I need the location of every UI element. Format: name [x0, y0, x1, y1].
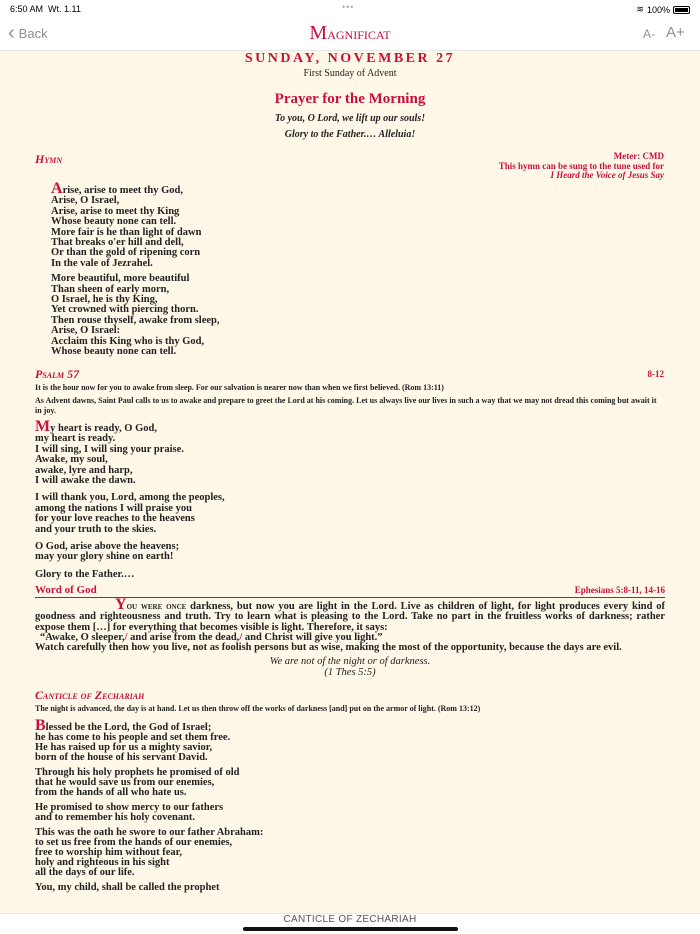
- line: born of the house of his servant David.: [35, 752, 208, 763]
- psalm-epigraph: It is the hour now for you to awake from sleep. For our salvation is nearer now than when we first believed. (Rom 13:11): [35, 383, 444, 392]
- psalm-stanza: [35, 570, 225, 580]
- line: Than sheen of early morn,: [51, 283, 170, 295]
- date: Wt. 1.11: [48, 4, 81, 14]
- psalm-stanza: [35, 493, 225, 535]
- line: Through his holy prophets he promised of old: [35, 767, 240, 778]
- battery-percent: 100%: [646, 4, 670, 15]
- line: You, my child, shall be called the prophet: [35, 882, 220, 893]
- canticle-epigraph: The night is advanced, the day is at hand. Let us then throw off the works of darkness [and] put on the armor of light. (Rom 13:12): [35, 704, 481, 713]
- canticle-stanza: [35, 803, 263, 823]
- line: He has raised up for us a mighty savior,: [35, 742, 213, 753]
- line: Then rouse thyself, awake from sleep,: [51, 314, 220, 326]
- line: rise, arise to meet thy God,: [62, 185, 183, 196]
- line: This was the oath he swore to our father Abraham:: [35, 827, 264, 838]
- psalm-text: [35, 418, 225, 580]
- psalm-heading: Psalm 57: [35, 367, 80, 381]
- word-heading: Word of God: [35, 584, 97, 596]
- line: O Israel, he is thy King,: [51, 294, 158, 306]
- battery-icon: [673, 6, 690, 14]
- line: and to remember his holy covenant.: [35, 812, 196, 823]
- line: Arise, arise to meet thy King: [51, 205, 180, 217]
- wifi-icon: ≋: [636, 4, 644, 14]
- hymn-meter-note: [499, 152, 664, 181]
- doxology: Glory to the Father.… Alleluia!: [284, 129, 416, 140]
- line: He promised to show mercy to our fathers: [35, 802, 224, 813]
- psalm-stanza: [35, 418, 225, 487]
- line: and your truth to the skies.: [35, 523, 157, 535]
- drop-cap: M: [35, 418, 51, 435]
- line: Arise, O Israel:: [51, 325, 121, 337]
- line: More fair is he than light of dawn: [51, 226, 202, 238]
- line: In the vale of Jezrahel.: [51, 257, 153, 269]
- line: all the days of our life.: [35, 867, 135, 878]
- tune-note: This hymn can be sung to the tune used for: [498, 160, 664, 171]
- hymn-stanza: [51, 180, 219, 269]
- canticle-text: [35, 717, 264, 893]
- drop-cap: Y: [115, 596, 127, 613]
- response-reference: (1 Thes 5:5): [324, 667, 376, 678]
- hymn-stanza: [51, 274, 219, 357]
- liturgical-day: First Sunday of Advent: [303, 68, 397, 79]
- nav-bar: [0, 18, 700, 51]
- word-of-god-header: [35, 584, 665, 598]
- word-text: [35, 596, 665, 654]
- canticle-stanza: [35, 717, 263, 763]
- line: Arise, O Israel,: [51, 195, 120, 207]
- line: holy and righteous in his sight: [35, 857, 170, 868]
- hymn-heading: Hymn: [35, 152, 63, 166]
- response: [0, 656, 700, 678]
- line: That breaks o'er hill and dell,: [51, 237, 184, 249]
- status-time: [10, 4, 81, 14]
- line: I will thank you, Lord, among the peoples,: [35, 492, 225, 504]
- canticle-stanza: [35, 883, 263, 893]
- word-reference: Ephesians 5:8-11, 14-16: [574, 585, 665, 595]
- multitasking-dots-icon[interactable]: •••: [342, 2, 355, 12]
- line: for your love reaches to the heavens: [35, 513, 195, 525]
- verse-slash: /: [124, 631, 128, 643]
- line: Acclaim this King who is thy God,: [51, 335, 205, 347]
- back-label: Back: [18, 25, 48, 41]
- line: Or than the gold of ripening corn: [51, 247, 201, 259]
- quote: and arise from the dead,: [127, 631, 240, 643]
- response-text: We are not of the night or of darkness.: [269, 656, 431, 667]
- status-bar: [0, 0, 700, 18]
- quote: and Christ will give you light.”: [242, 631, 383, 643]
- line: he has come to his people and set them free.: [35, 732, 231, 743]
- line: y heart is ready, O God,: [50, 423, 157, 434]
- status-right: [636, 4, 690, 15]
- antiphon: To you, O Lord, we lift up our souls!: [274, 113, 426, 124]
- line: awake, lyre and harp,: [35, 464, 133, 476]
- line: Awake, my soul,: [35, 454, 108, 466]
- magnificat-logo: [0, 22, 700, 45]
- line: free to worship him without fear,: [35, 847, 182, 858]
- reading-content[interactable]: [0, 51, 700, 913]
- tune-name: I Heard the Voice of Jesus Say: [550, 170, 664, 180]
- line: may your glory shine on earth!: [35, 551, 174, 563]
- reading-text: darkness, but now you are light in the Lord. Live as children of light, for light produces every kind of goodness and righteousness and truth. Try to learn what is pleasing to the Lord. Take no part in the fruitless works of darkness; rather expose them […] for everything that becomes visible is light. Therefore, it says:: [35, 601, 665, 633]
- drop-cap: A: [51, 180, 63, 197]
- font-larger-button[interactable]: A+: [666, 24, 685, 41]
- line: More beautiful, more beautiful: [51, 273, 190, 285]
- hymn-text: [51, 180, 220, 358]
- drop-cap: B: [35, 717, 46, 734]
- line: Glory to the Father.…: [35, 568, 135, 580]
- current-section-footer[interactable]: CANTICLE OF ZECHARIAH: [0, 913, 700, 934]
- line: O God, arise above the heavens;: [35, 541, 180, 553]
- meter: Meter: CMD: [613, 151, 664, 161]
- prayer-title: Prayer for the Morning: [274, 91, 426, 107]
- home-indicator[interactable]: [243, 927, 458, 931]
- line: Whose beauty none can tell.: [51, 346, 177, 358]
- small-caps-opening: ou were once: [126, 601, 187, 612]
- font-smaller-button[interactable]: A-: [643, 27, 655, 41]
- line: among the nations I will praise you: [35, 502, 192, 514]
- time: 6:50 AM: [10, 4, 44, 14]
- line: Whose beauty none can tell.: [51, 216, 177, 228]
- reading-text: Watch carefully then how you live, not as foolish persons but as wise, making the most of the opportunity, because the days are evil.: [35, 642, 622, 654]
- canticle-stanza: [35, 828, 263, 878]
- psalm-intro: As Advent dawns, Saint Paul calls to us to awake and prepare to greet the Lord at his coming. Let us always live our lives in such a way that we may not dread this coming but await it in joy.: [35, 396, 657, 415]
- psalm-verses: 8-12: [647, 369, 664, 379]
- canticle-stanza: [35, 768, 263, 798]
- logo-initial: M: [309, 22, 328, 44]
- line: I will awake the dawn.: [35, 475, 136, 487]
- line: lessed be the Lord, the God of Israel;: [45, 722, 212, 733]
- line: from the hands of all who hate us.: [35, 787, 187, 798]
- verse-slash: /: [239, 631, 243, 643]
- psalm-stanza: [35, 542, 225, 563]
- line: that he would save us from our enemies,: [35, 777, 215, 788]
- quote: “Awake, O sleeper,: [40, 631, 125, 643]
- canticle-heading: Canticle of Zechariah: [35, 688, 145, 702]
- line: to set us free from the hands of our enemies,: [35, 837, 233, 848]
- chevron-left-icon: ‹: [8, 22, 15, 44]
- line: I will sing, I will sing your praise.: [35, 443, 184, 455]
- line: my heart is ready.: [35, 433, 116, 445]
- line: Yet crowned with piercing thorn.: [51, 304, 199, 316]
- logo-rest: AGNIFICAT: [327, 28, 391, 42]
- date-heading: SUNDAY, NOVEMBER 27: [244, 51, 456, 66]
